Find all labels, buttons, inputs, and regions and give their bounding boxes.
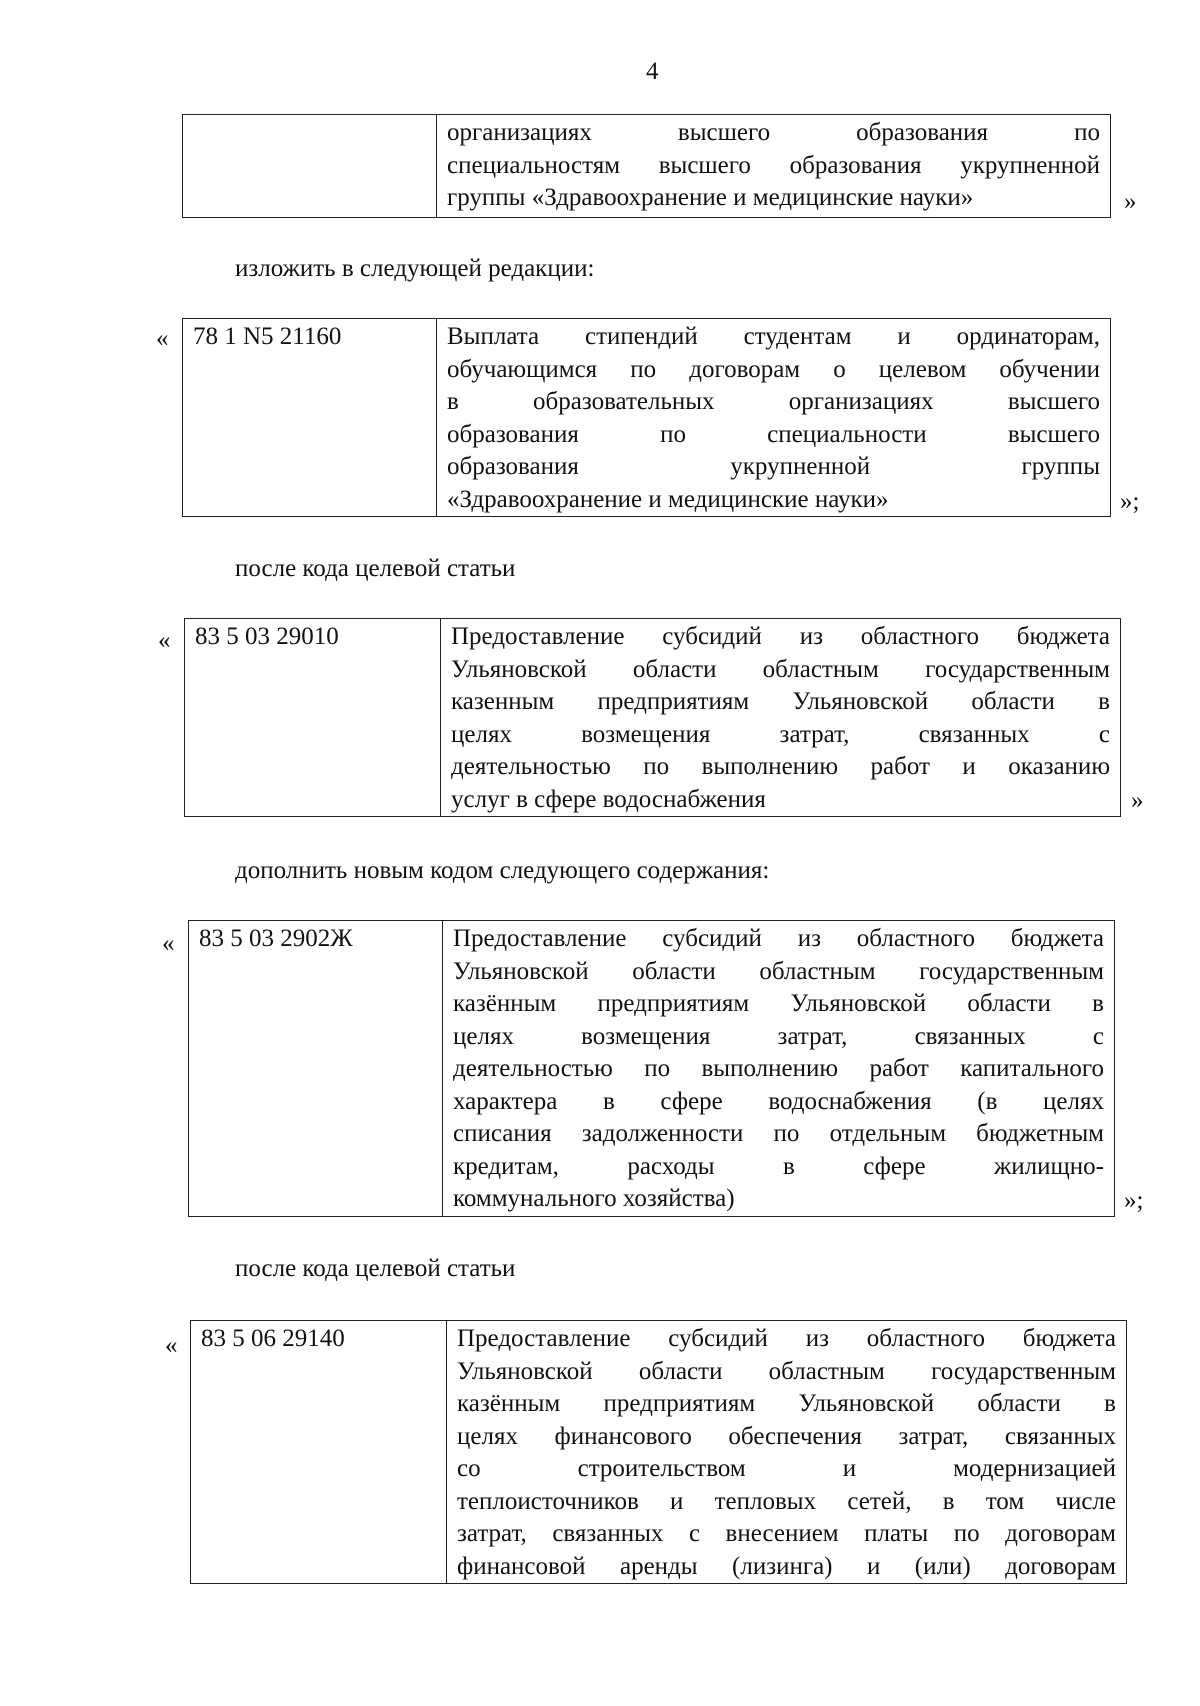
- classification-table: [188, 920, 1115, 1217]
- code-cell: 78 1 N5 21160: [183, 319, 437, 517]
- description-line: казённым предприятиям Ульяновской области в: [453, 990, 1104, 1017]
- description-line: казённым предприятиям Ульяновской области в: [457, 1390, 1116, 1417]
- description-line: Предоставление субсидий из областного бюджета: [457, 1325, 1116, 1352]
- description-line: теплоисточников и тепловых сетей, в том числе: [457, 1487, 1116, 1515]
- description-line: Ульяновской области областным государственным: [451, 655, 1110, 683]
- description-line: в образовательных организациях высшего: [447, 388, 1100, 415]
- code-cell: 83 5 06 29140: [191, 1321, 447, 1584]
- table-row: [185, 619, 1121, 817]
- opening-quote: «: [165, 1332, 178, 1359]
- description-line: Ульяновской области областным государственным: [453, 957, 1104, 985]
- opening-quote: «: [156, 325, 169, 352]
- description-line: «Здравоохранение и медицинские науки»: [447, 485, 889, 513]
- description-line: специальностям высшего образования укрупненной: [447, 151, 1100, 179]
- table-row: [191, 1321, 1127, 1584]
- instruction-text: после кода целевой статьи: [235, 555, 516, 582]
- opening-quote: «: [158, 627, 171, 654]
- description-line: услуг в сфере водоснабжения: [451, 785, 766, 813]
- code-cell: 83 5 03 29010: [185, 619, 441, 817]
- code-cell: [183, 115, 437, 218]
- description-line: со строительством и модернизацией: [457, 1455, 1116, 1482]
- table-row: [183, 115, 1111, 218]
- description-cell: [437, 115, 1111, 218]
- description-cell: [447, 1321, 1127, 1584]
- description-cell: [443, 921, 1115, 1217]
- description-line: кредитам, расходы в сфере жилищно-: [453, 1152, 1104, 1180]
- code-cell: 83 5 03 2902Ж: [189, 921, 443, 1217]
- closing-quote: »: [1131, 787, 1144, 814]
- closing-quote: »;: [1124, 1187, 1144, 1214]
- description-line: Выплата стипендий студентам и ординаторам,: [447, 323, 1100, 350]
- table-row: [183, 319, 1111, 517]
- opening-quote: «: [162, 930, 175, 957]
- description-line: деятельностью по выполнению работ и оказанию: [451, 753, 1110, 780]
- description-line: затрат, связанных с внесением платы по договорам: [457, 1520, 1116, 1547]
- classification-table: [184, 618, 1121, 817]
- description-line: обучающимся по договорам о целевом обучении: [447, 355, 1100, 383]
- classification-table: [190, 1320, 1127, 1584]
- description-line: Предоставление субсидий из областного бюджета: [451, 623, 1110, 650]
- description-line: коммунального хозяйства): [453, 1185, 735, 1212]
- description-line: целях финансового обеспечения затрат, связанных: [457, 1422, 1116, 1450]
- classification-table: [182, 318, 1111, 517]
- instruction-text: после кода целевой статьи: [235, 1255, 516, 1282]
- description-line: казенным предприятиям Ульяновской области в: [451, 688, 1110, 715]
- description-line: списания задолженности по отдельным бюджетным: [453, 1120, 1104, 1147]
- description-cell: [437, 319, 1111, 517]
- description-line: образования по специальности высшего: [447, 420, 1100, 448]
- description-line: целях возмещения затрат, связанных с: [451, 720, 1110, 748]
- description-line: деятельностью по выполнению работ капитального: [453, 1055, 1104, 1082]
- instruction-text: изложить в следующей редакции:: [235, 255, 595, 282]
- closing-quote: »: [1124, 188, 1137, 215]
- closing-quote: »;: [1120, 488, 1140, 515]
- classification-table-continued: [182, 114, 1111, 218]
- description-line: Ульяновской области областным государственным: [457, 1357, 1116, 1385]
- table-row: [189, 921, 1115, 1217]
- description-cell: [441, 619, 1121, 817]
- description-line: образования укрупненной группы: [447, 453, 1100, 480]
- description-line: группы «Здравоохранение и медицинские науки»: [447, 184, 974, 211]
- description-line: организациях высшего образования по: [447, 119, 1100, 146]
- description-line: Предоставление субсидий из областного бюджета: [453, 925, 1104, 952]
- description-line: характера в сфере водоснабжения (в целях: [453, 1087, 1104, 1115]
- description-line: финансовой аренды (лизинга) и (или) договорам: [457, 1552, 1116, 1580]
- description-line: целях возмещения затрат, связанных с: [453, 1022, 1104, 1050]
- instruction-text: дополнить новым кодом следующего содержания:: [235, 857, 770, 884]
- page-number: 4: [646, 58, 659, 85]
